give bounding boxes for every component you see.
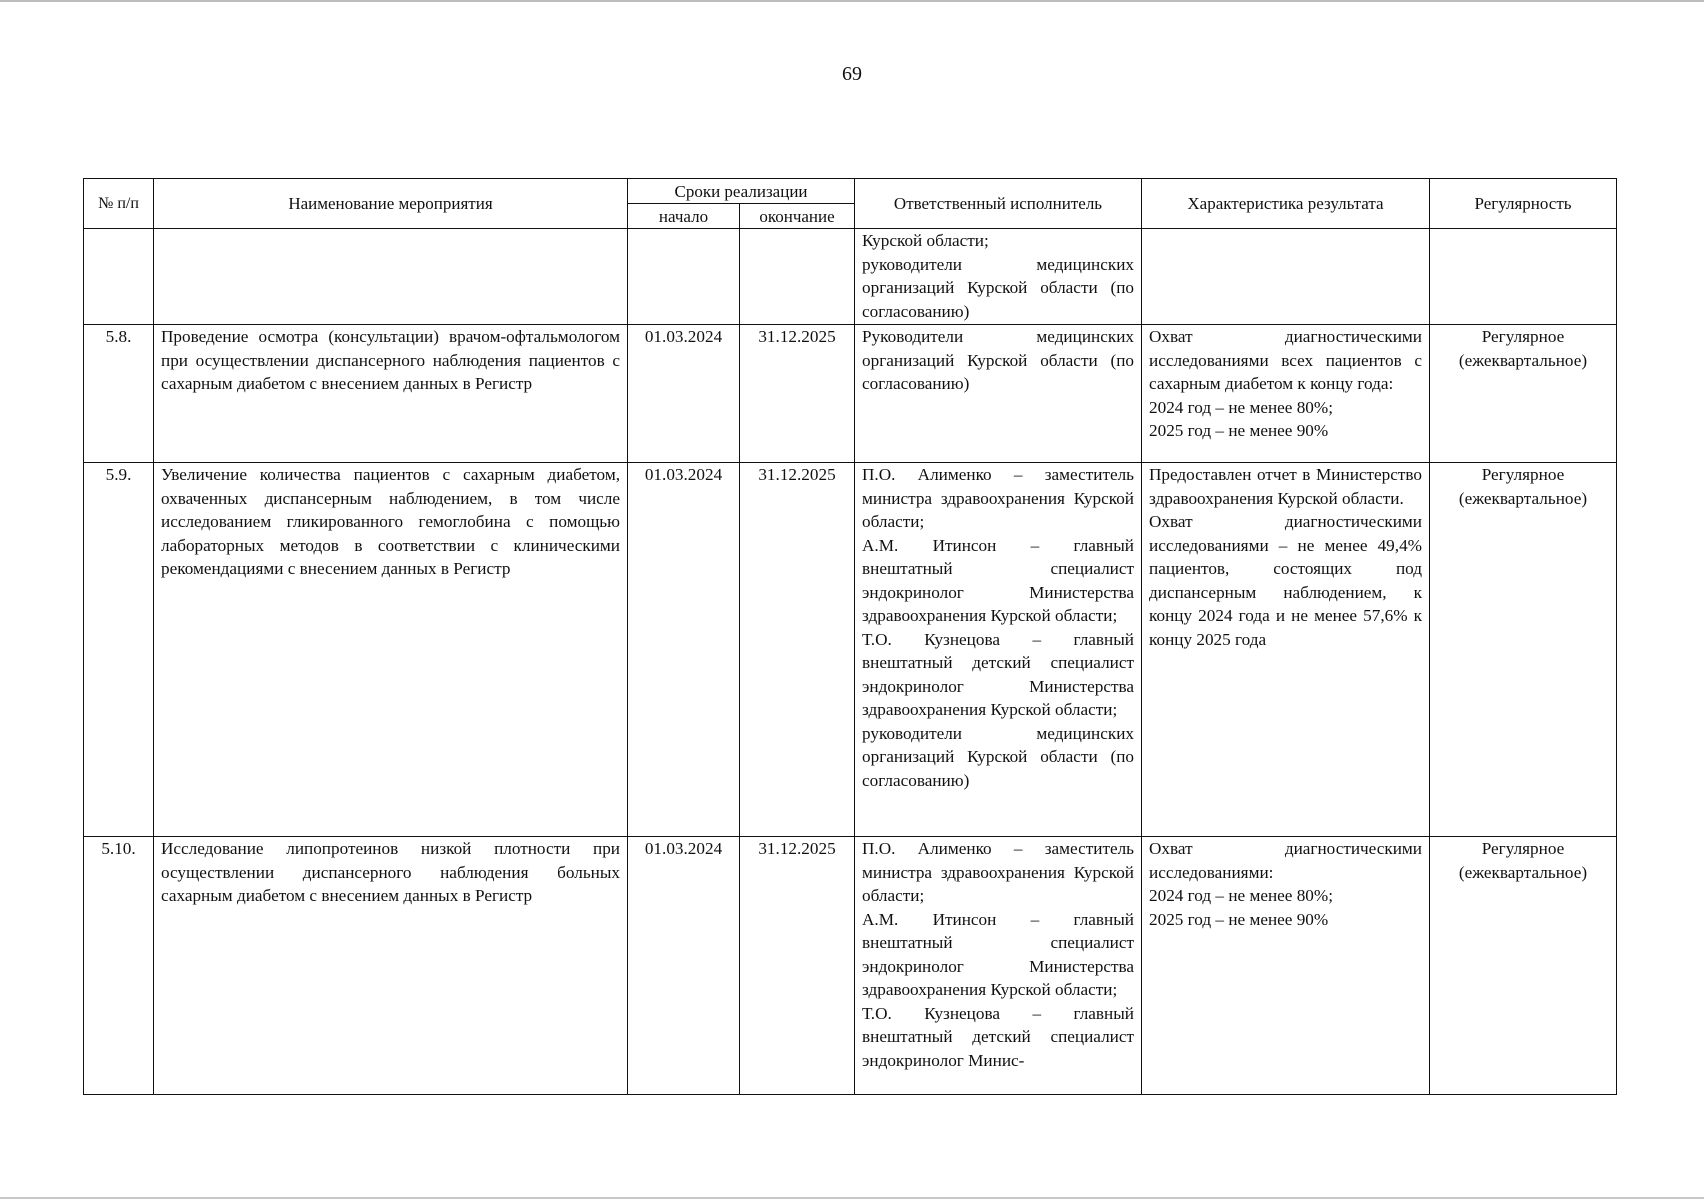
table-row — [84, 837, 1617, 1095]
result-line: 2024 год – не менее 80%; — [1149, 886, 1333, 905]
row-end-date: 31.12.2025 — [740, 463, 855, 837]
responsible-line: руководители медицинских организаций Курской области (по согласованию) — [862, 723, 1134, 790]
header-start: начало — [628, 204, 740, 229]
table-row — [84, 325, 1617, 463]
row-measure-name: Исследование липопротеинов низкой плотности при осуществлении диспансерного наблюдения больных сахарным диабетом с внесением данных в Регистр — [154, 837, 628, 1095]
result-line: 2025 год – не менее 90% — [1149, 421, 1329, 440]
row-responsible — [855, 463, 1142, 837]
cell-end — [740, 229, 855, 325]
responsible-line: Курской области; — [862, 231, 989, 250]
row-responsible — [855, 837, 1142, 1095]
cell-regularity — [1430, 229, 1617, 325]
result-line: 2024 год – не менее 80%; — [1149, 397, 1333, 417]
row-number: 5.8. — [84, 325, 154, 463]
responsible-line: Т.О. Кузнецова – главный внештатный детский специалист эндокринолог Министерства здравоохранения Курской области; — [862, 629, 1134, 719]
row-number: 5.9. — [84, 463, 154, 837]
measures-table — [83, 178, 1617, 1095]
row-result — [1142, 463, 1430, 837]
row-regularity: Регулярное (ежеквартальное) — [1430, 325, 1617, 463]
result-line: 2025 год – не менее 90% — [1149, 909, 1329, 929]
header-num — [84, 179, 154, 229]
result-line: Предоставлен отчет в Министерство здравоохранения Курской области. — [1149, 465, 1422, 508]
table-row — [84, 463, 1617, 837]
header-regularity: Регулярность — [1430, 179, 1617, 229]
header-responsible: Ответственный исполнитель — [855, 179, 1142, 229]
row-measure-name: Увеличение количества пациентов с сахарным диабетом, охваченных диспансерным наблюдением, в том числе исследованием гликированного гемоглобина с помощью лабораторных методов в соответствии с клиническими рекомендациями с внесением данных в Регистр — [154, 463, 628, 837]
row-result — [1142, 837, 1430, 1095]
table-row-continuation — [84, 229, 1617, 325]
header-num-label: № п/п — [98, 194, 139, 212]
row-end-date: 31.12.2025 — [740, 837, 855, 1095]
responsible-line: Т.О. Кузнецова – главный внештатный детский специалист эндокринолог Минис- — [862, 1003, 1134, 1070]
responsible-line: А.М. Итинсон – главный внештатный специалист эндокринолог Министерства здравоохранения Курской области; — [862, 909, 1134, 999]
responsible-line: П.О. Алименко – заместитель министра здравоохранения Курской области; — [862, 839, 1134, 905]
responsible-line: А.М. Итинсон – главный внештатный специалист эндокринолог Министерства здравоохранения Курской области; — [862, 535, 1134, 625]
cell-num — [84, 229, 154, 325]
page-number: 69 — [842, 63, 862, 85]
row-responsible — [855, 325, 1142, 463]
result-line: Охват диагностическими исследованиями – не менее 49,4% пациентов, состоящих под диспансерным наблюдением, к концу 2024 года и не менее 57,6% к концу 2025 года — [1149, 512, 1422, 649]
row-regularity: Регулярное (ежеквартальное) — [1430, 463, 1617, 837]
row-number: 5.10. — [84, 837, 154, 1095]
cell-result — [1142, 229, 1430, 325]
header-result: Характеристика результата — [1142, 179, 1430, 229]
header-timeframe: Сроки реализации — [628, 179, 855, 204]
row-start-date: 01.03.2024 — [628, 463, 740, 837]
row-result — [1142, 325, 1430, 463]
responsible-line: Руководители медицинских организаций Курской области (по согласованию) — [862, 327, 1134, 393]
header-name: Наименование мероприятия — [154, 179, 628, 229]
responsible-line: руководители медицинских организаций Курской области (по согласованию) — [862, 254, 1134, 321]
responsible-line: П.О. Алименко – заместитель министра здравоохранения Курской области; — [862, 465, 1134, 531]
result-line: Охват диагностическими исследованиями всех пациентов с сахарным диабетом к концу года: — [1149, 327, 1422, 393]
row-end-date: 31.12.2025 — [740, 325, 855, 463]
cell-start — [628, 229, 740, 325]
cell-responsible — [855, 229, 1142, 325]
scan-bottom-edge — [0, 1197, 1704, 1199]
cell-name — [154, 229, 628, 325]
row-regularity: Регулярное (ежеквартальное) — [1430, 837, 1617, 1095]
header-end: окончание — [740, 204, 855, 229]
table-header — [84, 179, 1617, 229]
row-start-date: 01.03.2024 — [628, 837, 740, 1095]
row-measure-name: Проведение осмотра (консультации) врачом-офтальмологом при осуществлении диспансерного наблюдения пациентов с сахарным диабетом с внесением данных в Регистр — [154, 325, 628, 463]
row-start-date: 01.03.2024 — [628, 325, 740, 463]
scan-top-edge — [0, 0, 1704, 2]
result-line: Охват диагностическими исследованиями: — [1149, 839, 1422, 882]
